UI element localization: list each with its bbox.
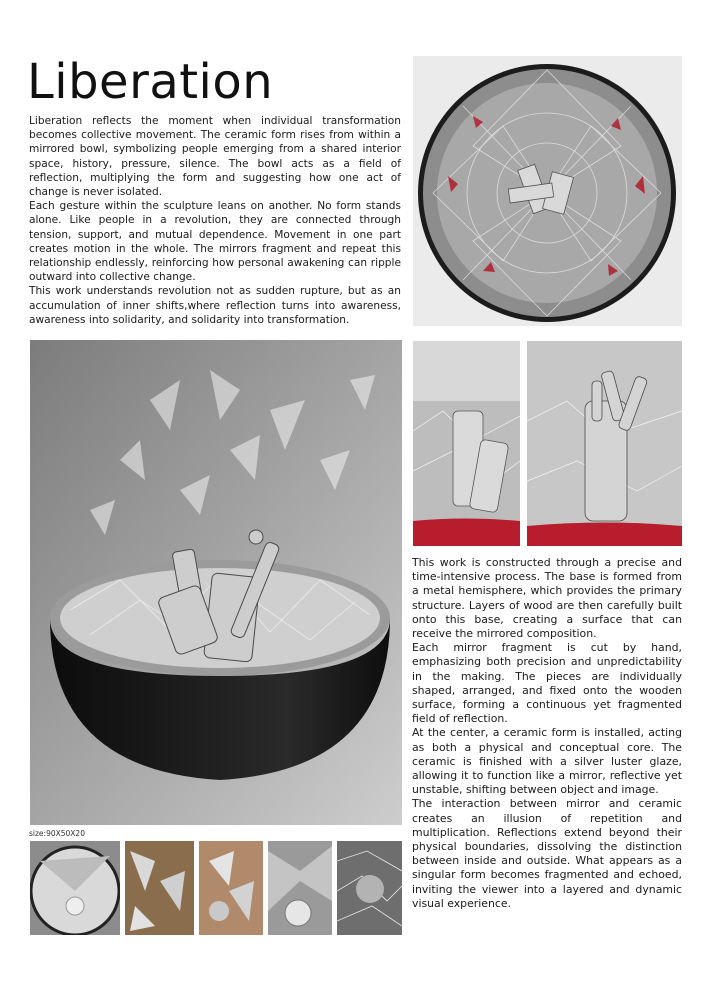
intro-paragraph: Each gesture within the sculpture leans on another. No form stands alone. Like people in a revolution, they are connected through tension, support, and mutual dependence. Movement in one part creates motion in the whole. The mirrors fragment and repeat this relationship endlessly, reinforcing how personal awakening can ripple outward into collective change. bbox=[29, 200, 401, 284]
process-photo-1 bbox=[30, 841, 120, 935]
process-paragraph: This work is constructed through a precise and time-intensive process. The base is formed from a metal hemisphere, which provides the primary structure. Layers of wood are then carefully built onto this base, creating a surface that can receive the mirrored composition. bbox=[412, 556, 682, 641]
intro-text bbox=[29, 114, 401, 327]
intro-paragraph: Liberation reflects the moment when individual transformation becomes collective movement. The ceramic form rises from within a mirrored bowl, symbolizing people emerging from a shared interior space, history, pressure, silence. The bowl acts as a field of reflection, multiplying the form and suggesting how one act of change is never isolated. bbox=[29, 115, 401, 199]
process-photo-3 bbox=[199, 841, 263, 935]
process-paragraph: At the center, a ceramic form is installed, acting as both a physical and conceptual core. The ceramic is finished with a silver luster glaze, allowing it to function like a mirror, reflective yet unstable, shifting between object and image. bbox=[412, 726, 682, 797]
size-caption: size:90X50X20 bbox=[29, 829, 85, 838]
page-title: Liberation bbox=[27, 54, 274, 110]
detail-photo-close-up-1 bbox=[413, 341, 520, 546]
process-paragraph: Each mirror fragment is cut by hand, emphasizing both precision and unpredictability in the making. The pieces are individually shaped, arranged, and fixed onto the wooden surface, forming a continuous yet fragmented field of reflection. bbox=[412, 641, 682, 726]
intro-paragraph: This work understands revolution not as sudden rupture, but as an accumulation of inner shifts,where reflection turns into awareness, awareness into solidarity, and solidarity into transformation. bbox=[29, 285, 401, 326]
process-text bbox=[412, 556, 682, 911]
detail-photo-close-up-2 bbox=[527, 341, 682, 546]
main-sculpture-photo bbox=[30, 340, 402, 825]
top-view-photo bbox=[413, 56, 682, 326]
process-paragraph: The interaction between mirror and ceramic creates an illusion of repetition and multiplication. Reflections extend beyond their physical boundaries, dissolving the distinction between inside and outside. What appears as a singular form becomes fragmented and echoed, inviting the viewer into a layered and dynamic visual experience. bbox=[412, 797, 682, 910]
process-photo-4 bbox=[268, 841, 332, 935]
process-photo-5 bbox=[337, 841, 402, 935]
process-photo-2 bbox=[125, 841, 194, 935]
